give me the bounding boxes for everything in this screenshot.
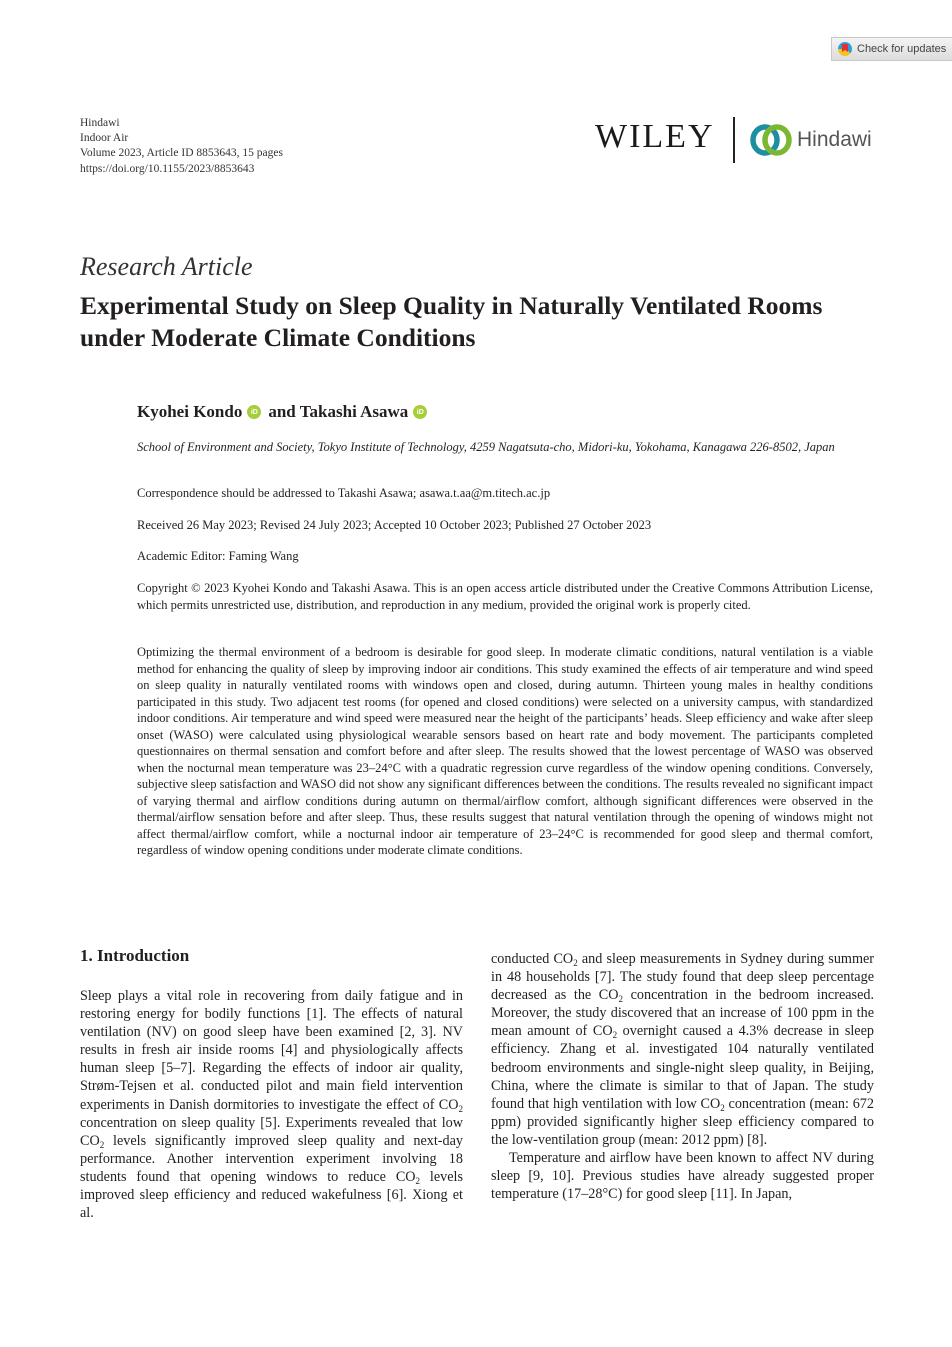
text-run: concentration in the bedroom increased. Moreover, the study discovered that an increase of 100 ppm in the mean amount of CO xyxy=(491,987,875,1040)
subscript: 2 xyxy=(612,1030,618,1041)
text-run: levels improved sleep efficiency and reduced wakefulness [6]. Xiong et al. xyxy=(80,1168,464,1222)
copyright-notice: Copyright © 2023 Kyohei Kondo and Takashi Asawa. This is an open access article distributed under the Creative Commons Attribution License, which permits unrestricted use, distribution, and reproduction in any medium, provided the original work is properly cited. xyxy=(137,581,873,612)
orcid-icon[interactable]: iD xyxy=(247,405,261,419)
author-name[interactable]: Kyohei Kondo xyxy=(137,402,243,421)
crossmark-icon xyxy=(838,42,852,56)
journal-name: Indoor Air xyxy=(80,132,129,145)
text-run: overnight caused a 4.3% decrease in sleep efficiency. Zhang et al. investigated 104 naturally ventilated bedroom environments and single-night sleep quality, in Beijing, China, where the climate is similar to that of Japan. The study found that high ventilation with low CO xyxy=(491,1023,874,1112)
hindawi-rings-icon xyxy=(748,124,794,156)
text-run: and sleep measurements in Sydney during summer in 48 households [7]. The study found that deep sleep percentage decreased as the CO xyxy=(491,951,875,1004)
text-run: concentration (mean: 672 ppm) provided significantly higher sleep efficiency compared to the low-ventilation group (mean: 2012 ppm) [8]. xyxy=(491,1095,874,1148)
paragraph: Temperature and airflow have been known to affect NV during sleep [9, 10]. Previous studies have already suggested proper temperature (17–28°C) for good sleep [11]. In Japan, xyxy=(491,1150,874,1203)
subscript: 2 xyxy=(415,1175,421,1186)
body-column-left xyxy=(80,987,463,1222)
article-type: Research Article xyxy=(80,252,253,281)
affiliation: School of Environment and Society, Tokyo Institute of Technology, 4259 Nagatsuta-cho, Midori-ku, Yokohama, Kanagawa 226-8502, Japan xyxy=(137,440,835,454)
text-run: levels significantly improved sleep quality and next-day performance. Another intervention experiment involving 18 students found that opening windows to reduce CO xyxy=(80,1132,463,1185)
correspondence-text: Correspondence should be addressed to Takashi Asawa; xyxy=(137,486,420,500)
publication-dates: Received 26 May 2023; Revised 24 July 2023; Accepted 10 October 2023; Published 27 October 2023 xyxy=(137,518,652,532)
doi-link[interactable]: https://doi.org/10.1155/2023/8853643 xyxy=(80,162,255,175)
section-heading-introduction: 1. Introduction xyxy=(80,946,190,965)
paragraph xyxy=(80,987,463,1222)
subscript: 2 xyxy=(573,958,578,968)
check-for-updates-label: Check for updates xyxy=(857,43,947,55)
text-run: concentration on sleep quality [5]. Experiments revealed that low CO xyxy=(80,1114,463,1149)
volume-info: Volume 2023, Article ID 8853643, 15 pages xyxy=(80,147,283,160)
publisher-name: Hindawi xyxy=(80,117,120,129)
paragraph xyxy=(491,950,874,1149)
subscript: 2 xyxy=(458,1103,463,1114)
check-for-updates-button[interactable] xyxy=(831,37,952,61)
article-title: Experimental Study on Sleep Quality in Naturally Ventilated Rooms under Moderate Climate Conditions xyxy=(80,291,823,352)
text-run: Sleep plays a vital role in recovering from daily fatigue and in restoring energy for bodily functions [1]. The effects of natural ventilation (NV) on good sleep have been examined [2, 3]. NV results in fresh air inside rooms [4] and physiologically affects human sleep [5–7]. Regarding the effects of indoor air quality, Strøm-Tejsen et al. conducted pilot and main field intervention experiments in Danish dormitories to investigate the effect of CO xyxy=(80,988,463,1113)
correspondence-email-link[interactable]: asawa.t.aa@m.titech.ac.jp xyxy=(419,486,551,500)
wiley-logo: WILEY xyxy=(595,118,715,155)
hindawi-logo-text: Hindawi xyxy=(797,128,872,151)
abstract: Optimizing the thermal environment of a bedroom is desirable for good sleep. In moderate climatic conditions, natural ventilation is a viable method for enhancing the quality of sleep by improving indoor air conditions. This study examined the effects of air temperature and wind speed on sleep quality in naturally ventilated rooms with windows open and closed, during autumn. Thirteen young males in healthy conditions participated in this study. Two adjacent test rooms (for opened and closed conditions) were selected on a university campus, with standardized indoor conditions. Air temperature and wind speed were measured near the height of the participants’ heads. Sleep efficiency and wake after sleep onset (WASO) were calculated using physiological wearable sensors based on heart rate and body movement. The participants completed questionnaires on thermal sensation and comfort before and after sleep. The results showed that the lowest percentage of WASO was observed when the nocturnal mean temperature was 23–24°C with a quadratic regression curve regardless of the window opening conditions. Conversely, subjective sleep satisfaction and WASO did not show any significant differences between the conditions. The results revealed no significant impact of varying thermal and airflow conditions during autumn on thermal/airflow comfort, although significant differences were observed in the thermal/airflow sensation before and after sleep. Thus, these results suggest that natural ventilation through the opening of windows might not affect thermal/airflow comfort, while a nocturnal indoor air temperature of 23–24°C is recommended for good sleep and thermal comfort, regardless of window opening conditions under moderate climate conditions. xyxy=(137,645,873,857)
logo-divider xyxy=(733,117,735,163)
subscript: 2 xyxy=(720,1102,725,1113)
orcid-icon[interactable]: iD xyxy=(413,405,427,419)
correspondence xyxy=(137,486,550,501)
author-list xyxy=(137,402,430,422)
journal-meta xyxy=(80,116,283,177)
body-column-right xyxy=(491,950,874,1203)
subscript: 2 xyxy=(99,1139,105,1150)
author-name[interactable]: Takashi Asawa xyxy=(299,402,409,421)
subscript: 2 xyxy=(618,994,624,1005)
author-conjunction: and xyxy=(268,402,296,421)
text-run: conducted CO xyxy=(491,951,574,967)
academic-editor: Academic Editor: Faming Wang xyxy=(137,549,299,563)
